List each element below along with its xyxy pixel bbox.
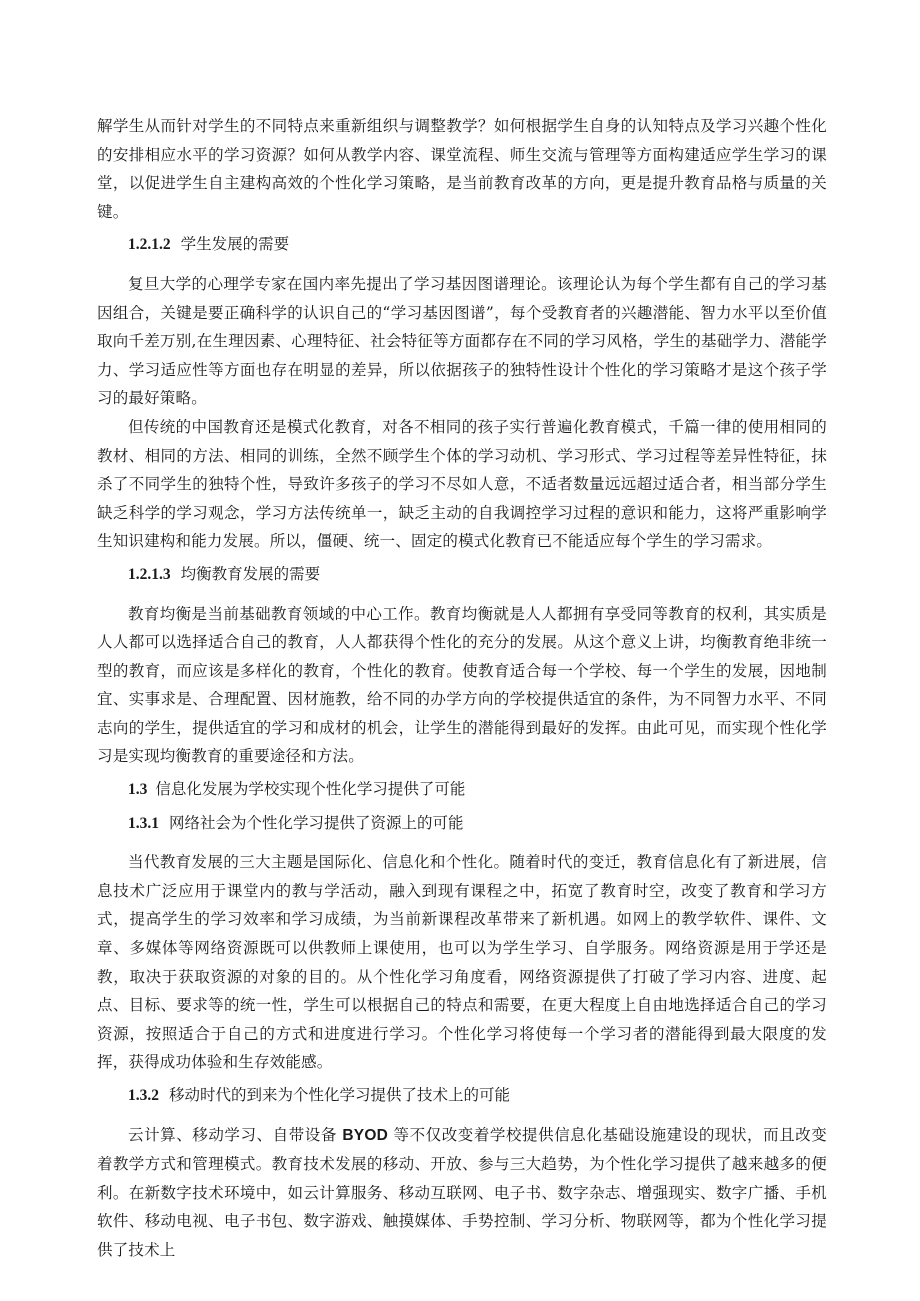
heading-text: 移动时代的到来为个性化学习提供了技术上的可能 — [169, 1086, 511, 1104]
paragraph-traditional-education: 但传统的中国教育还是模式化教育，对各不相同的孩子实行普遍化教育模式，千篇一律的使用相同的教材、相同的方法、相同的训练，全然不顾学生个体的学习动机、学习形式、学习过程等差异性特征，抹杀了不同学生的独特个性，导致许多孩子的学习不尽如人意，不适者数量远远超过适合者，相当部分学生缺乏科学的学习观念，学习方法传统单一，缺乏主动的自我调控学习过程的意识和能力，这将严重影响学生知识建构和能力发展。所以，僵硬、统一、固定的模式化教育已不能适应每个学生的学习需求。 — [97, 417, 827, 551]
heading-1-2-1-3 — [97, 560, 827, 590]
heading-1-2-1-2 — [97, 230, 827, 260]
heading-text: 信息化发展为学校实现个性化学习提供了可能 — [155, 780, 466, 799]
text-after-byod: 等不仅改变着学校提供信息化基础设施建设的现状，而且改变着教学方式和管理模式。教育技术发展的移动、开放、参与三大趋势，为个性化学习提供了越来越多的便利。在新数字技术环境中，如云计算服务、移动互联网、电子书、数字杂志、增强现实、数字广播、手机软件、移动电视、电子书包、数字游戏、触摸媒体、手势控制、学习分析、物联网等，都为个性化学习提供了技术上 — [97, 1125, 827, 1259]
heading-number: 1.3 — [128, 781, 148, 799]
heading-1-3 — [97, 775, 827, 805]
heading-number: 1.2.1.2 — [128, 236, 171, 254]
heading-1-3-1 — [97, 809, 827, 839]
heading-number: 1.3.1 — [128, 814, 159, 832]
byod-term: BYOD — [342, 1126, 388, 1144]
paragraph-mobile-era — [97, 1121, 827, 1265]
heading-number: 1.3.2 — [128, 1087, 159, 1104]
document-page — [97, 112, 827, 1265]
text-before-byod: 云计算、移动学习、自带设备 — [128, 1125, 343, 1144]
heading-number: 1.2.1.3 — [128, 565, 171, 583]
heading-text: 均衡教育发展的需要 — [180, 564, 321, 583]
paragraph-intro: 解学生从而针对学生的不同特点来重新组织与调整教学？如何根据学生自身的认知特点及学习兴趣个性化的安排相应水平的学习资源？如何从教学内容、课堂流程、师生交流与管理等方面构建适应学生学习的课堂，以促进学生自主建构高效的个性化学习策略，是当前教育改革的方向，更是提升教育品格与质量的关键。 — [97, 117, 827, 221]
paragraph-learning-gene: 复旦大学的心理学专家在国内率先提出了学习基因图谱理论。该理论认为每个学生都有自己的学习基因组合，关键是要正确科学的认识自己的“学习基因图谱”，每个受教育者的兴趣潜能、智力水平以至价值取向千差万别,在生理因素、心理特征、社会特征等方面都存在不同的学习风格，学生的基础学力、潜能学力、学习适应性等方面也存在明显的差异，所以依据孩子的独特性设计个性化的学习策略才是这个孩子学习的最好策略。 — [97, 274, 827, 408]
paragraph-network-resources: 当代教育发展的三大主题是国际化、信息化和个性化。随着时代的变迁，教育信息化有了新进展，信息技术广泛应用于课堂内的教与学活动，融入到现有课程之中，拓宽了教育时空，改变了教育和学习方式，提高学生的学习效率和学习成绩，为当前新课程改革带来了新机遇。如网上的教学软件、课件、文章、多媒体等网络资源既可以供教师上课使用，也可以为学生学习、自学服务。网络资源是用于学还是教，取决于获取资源的对象的目的。从个性化学习角度看，网络资源提供了打破了学习内容、进度、起点、目标、要求等的统一性，学生可以根据自己的特点和需要，在更大程度上自由地选择适合自己的学习资源，按照适合于自己的方式和进度进行学习。个性化学习将使每一个学习者的潜能得到最大限度的发挥，获得成功体验和生存效能感。 — [97, 853, 827, 1072]
heading-text: 网络社会为个性化学习提供了资源上的可能 — [169, 813, 464, 832]
heading-1-3-2 — [97, 1081, 827, 1111]
paragraph-balanced-education: 教育均衡是当前基础教育领域的中心工作。教育均衡就是人人都拥有享受同等教育的权利，其实质是人人都可以选择适合自己的教育，人人都获得个性化的充分的发展。从这个意义上讲，均衡教育绝非统一型的教育，而应该是多样化的教育，个性化的教育。使教育适合每一个学校、每一个学生的发展，因地制宜、实事求是、合理配置、因材施教，给不同的办学方向的学校提供适宜的条件，为不同智力水平、不同志向的学生，提供适宜的学习和成材的机会，让学生的潜能得到最好的发挥。由此可见，而实现个性化学习是实现均衡教育的重要途径和方法。 — [97, 604, 827, 766]
heading-text: 学生发展的需要 — [180, 235, 290, 254]
